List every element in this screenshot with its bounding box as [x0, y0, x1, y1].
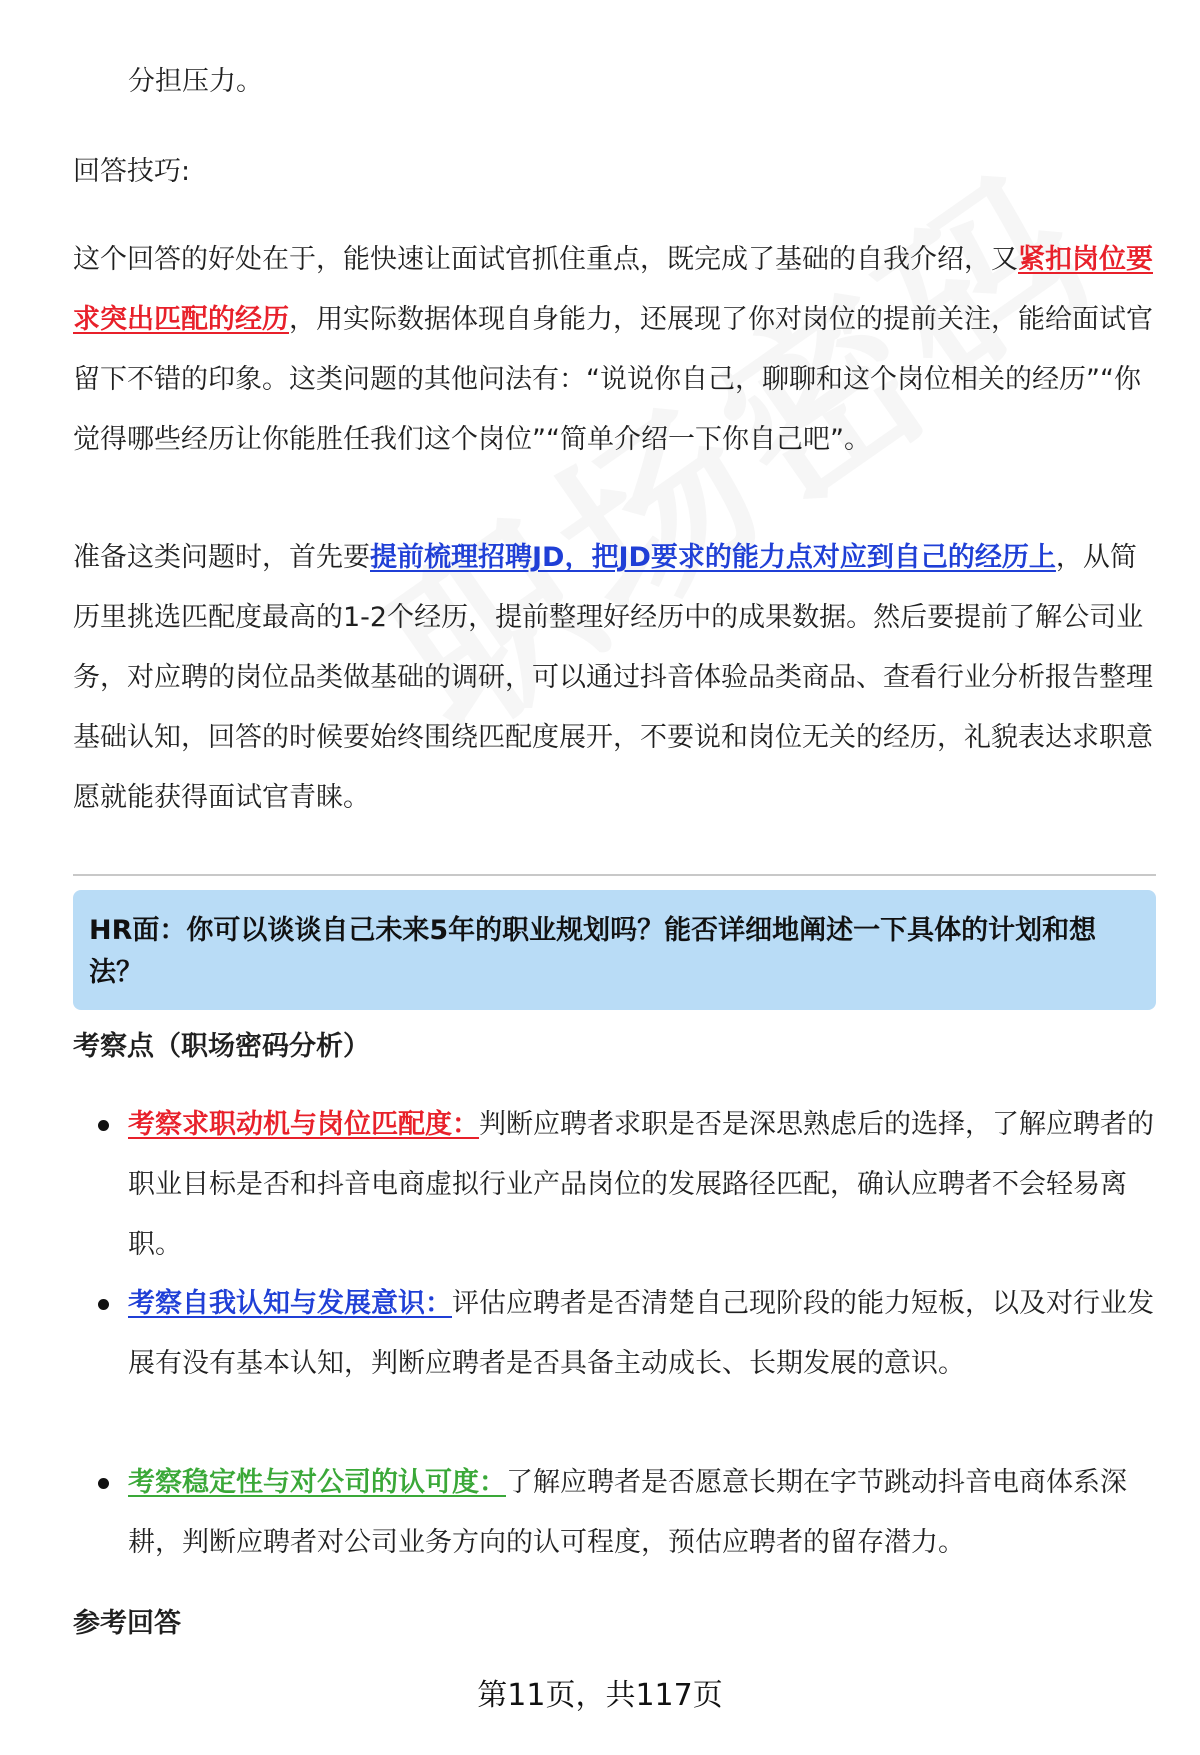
bullet-item-2 [128, 1274, 1158, 1394]
bullet-title-3: 考察稳定性与对公司的认可度： [128, 1467, 506, 1498]
bullet-title-2: 考察自我认知与发展意识： [128, 1288, 452, 1319]
section-divider [73, 874, 1156, 876]
tips-para2-highlight: 提前梳理招聘JD，把JD要求的能力点对应到自己的经历上 [370, 542, 1056, 573]
bullet-dot-icon [98, 1478, 109, 1489]
bullet-title-1: 考察求职动机与岗位匹配度： [128, 1109, 479, 1140]
reference-heading: 参考回答 [73, 1608, 181, 1639]
bullet-text-2: 评估应聘者是否清楚自己现阶段的能力短板，以及对行业发展有没有基本认知，判断应聘者是否具备主动成长、长期发展的意识。 [128, 1288, 1154, 1379]
bullet-dot-icon [98, 1299, 109, 1310]
tips-para1-text-b: ，用实际数据体现自身能力，还展现了你对岗位的提前关注，能给面试官留下不错的印象。这类问题的其他问法有：“说说你自己，聊聊和这个岗位相关的经历”“你觉得哪些经历让你能胜任我们这个岗位”“简单介绍一下你自己吧”。 [73, 304, 1153, 455]
page-footer: 第11页，共117页 [477, 1678, 723, 1713]
intro-tail: 分担压力。 [128, 66, 263, 97]
tips-para1-text-a: 这个回答的好处在于，能快速让面试官抓住重点，既完成了基础的自我介绍，又 [73, 244, 1018, 275]
analysis-heading: 考察点（职场密码分析） [73, 1031, 370, 1062]
question-text: HR面：你可以谈谈自己未来5年的职业规划吗？能否详细地阐述一下具体的计划和想法？ [89, 915, 1097, 988]
bullet-item-1 [128, 1095, 1158, 1275]
question-box [73, 890, 1156, 1010]
tips-para2-text-b: ，从简历里挑选匹配度最高的1-2个经历，提前整理好经历中的成果数据。然后要提前了解公司业务，对应聘的岗位品类做基础的调研，可以通过抖音体验品类商品、查看行业分析报告整理基础认知，回答的时候要始终围绕匹配度展开，不要说和岗位无关的经历，礼貌表达求职意愿就能获得面试官青睐。 [73, 542, 1153, 813]
bullet-dot-icon [98, 1120, 109, 1131]
tips-para2-text-a: 准备这类问题时，首先要 [73, 542, 370, 573]
tips-paragraph-2 [73, 528, 1158, 828]
bullet-text-3: 了解应聘者是否愿意长期在字节跳动抖音电商体系深耕，判断应聘者对公司业务方向的认可程度，预估应聘者的留存潜力。 [128, 1467, 1127, 1558]
tips-paragraph-1 [73, 230, 1158, 470]
tips-heading: 回答技巧: [73, 156, 191, 187]
bullet-item-3 [128, 1453, 1158, 1573]
tips-para1-highlight: 紧扣岗位要求突出匹配的经历 [73, 244, 1153, 335]
bullet-text-1: 判断应聘者求职是否是深思熟虑后的选择，了解应聘者的职业目标是否和抖音电商虚拟行业产品岗位的发展路径匹配，确认应聘者不会轻易离职。 [128, 1109, 1154, 1260]
